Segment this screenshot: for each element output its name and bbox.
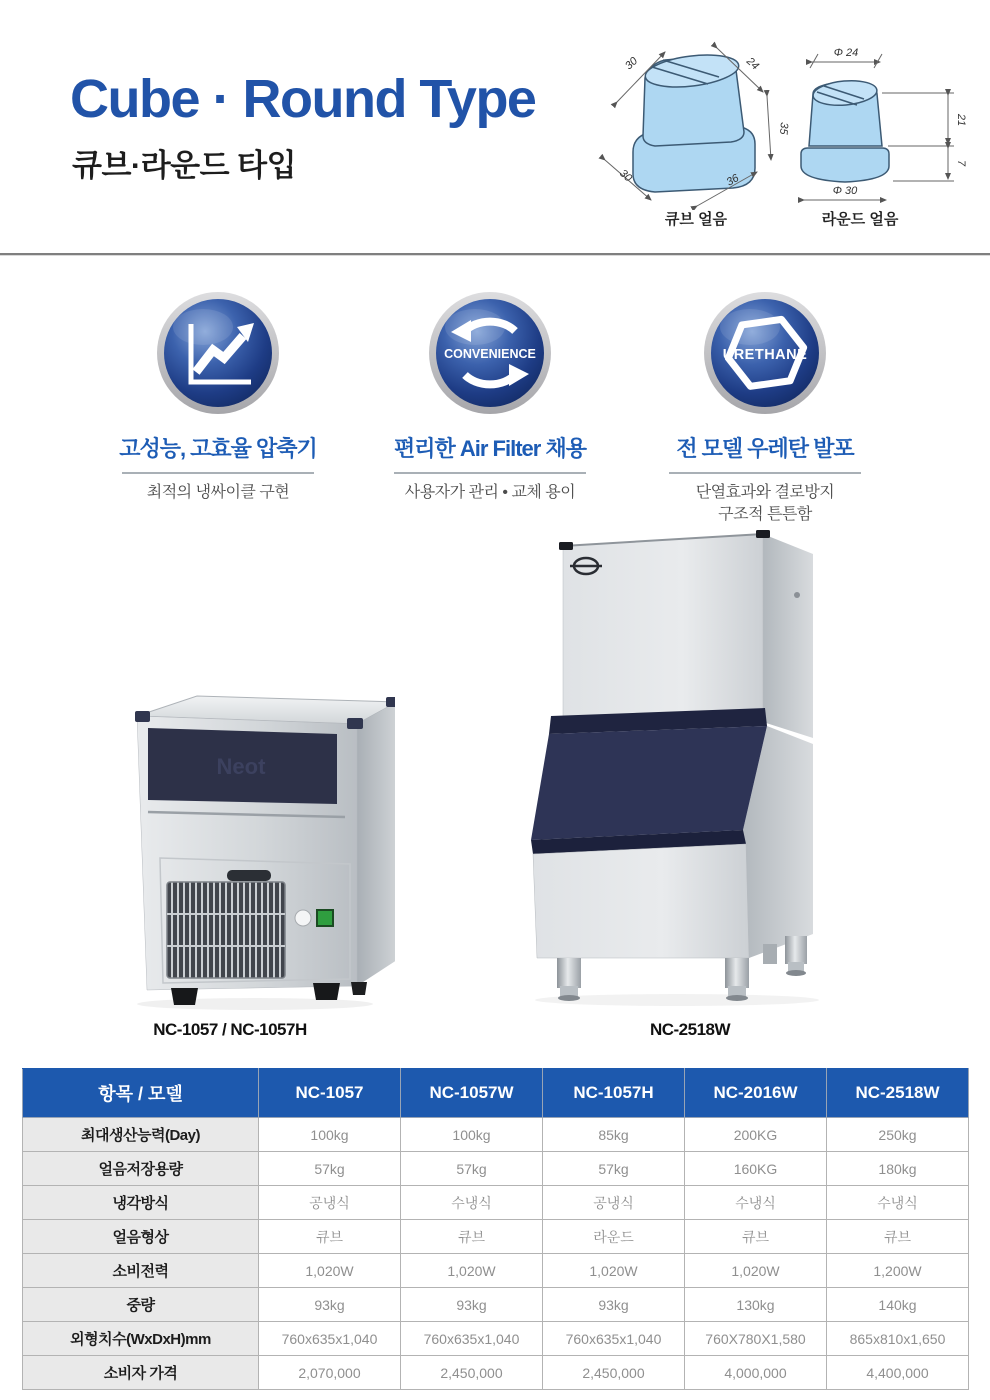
spec-cell: 760X780X1,580: [685, 1322, 827, 1356]
dim-label: 36: [724, 172, 742, 189]
spec-cell: 760x635x1,040: [401, 1322, 543, 1356]
spec-cell: 2,450,000: [401, 1356, 543, 1390]
spec-cell: 760x635x1,040: [543, 1322, 685, 1356]
spec-cell: 1,020W: [401, 1254, 543, 1288]
table-row: [23, 1254, 969, 1288]
spec-cell: 250kg: [827, 1118, 969, 1152]
cube-ice-label: 큐브 얼음: [664, 211, 728, 228]
spec-header-model: NC-1057W: [401, 1069, 543, 1118]
spec-row-label: 소비자 가격: [23, 1356, 259, 1390]
page-title: Cube · Round Type: [70, 69, 536, 129]
spec-cell: 160KG: [685, 1152, 827, 1186]
feature-title: 편리한 Air Filter 채용: [394, 436, 586, 461]
spec-row-label: 최대생산능력(Day): [23, 1118, 259, 1152]
feature-desc: 최적의 냉싸이클 구현: [146, 484, 290, 501]
dim-label: 7: [955, 159, 967, 167]
spec-cell: 1,200W: [827, 1254, 969, 1288]
spec-cell: 큐브: [401, 1220, 543, 1254]
feature-divider: [669, 472, 861, 474]
spec-cell: 수냉식: [827, 1186, 969, 1220]
spec-cell: 760x635x1,040: [259, 1322, 401, 1356]
cube-ice-diagram: [593, 40, 800, 210]
feature-desc: 사용자가 관리 • 교체 용이: [404, 484, 576, 501]
bin-door[interactable]: [531, 726, 767, 840]
table-row: [23, 1322, 969, 1356]
spec-cell: 180kg: [827, 1152, 969, 1186]
spec-cell: 공냉식: [259, 1186, 401, 1220]
indicator-light: [295, 910, 311, 926]
feature-title: 고성능, 고효율 압축기: [119, 436, 317, 461]
spec-row-label: 얼음저장용량: [23, 1152, 259, 1186]
spec-cell: 2,070,000: [259, 1356, 401, 1390]
icon-text: URETHANE: [722, 347, 808, 363]
round-ice-diagram: [798, 42, 983, 208]
spec-header-model: NC-2016W: [685, 1069, 827, 1118]
spec-header-model: NC-1057H: [543, 1069, 685, 1118]
spec-cell: 수냉식: [401, 1186, 543, 1220]
feature-desc: 단열효과와 결로방지: [695, 484, 835, 501]
spec-header-model: NC-2518W: [827, 1069, 969, 1118]
spec-cell: 큐브: [685, 1220, 827, 1254]
spec-cell: 140kg: [827, 1288, 969, 1322]
section-divider: [0, 253, 990, 256]
product-image-nc2518w: [527, 530, 819, 1008]
product-model-label: NC-1057 / NC-1057H: [153, 1020, 307, 1039]
spec-cell: 865x810x1,650: [827, 1322, 969, 1356]
spec-cell: 100kg: [259, 1118, 401, 1152]
spec-cell: 57kg: [401, 1152, 543, 1186]
ventilation-grille: [167, 882, 285, 978]
feature-desc-line2: 구조적 튼튼함: [718, 505, 812, 523]
feature-title: 전 모델 우레탄 발포: [676, 436, 854, 461]
feature-urethane: [635, 290, 895, 525]
spec-cell: 1,020W: [259, 1254, 401, 1288]
table-row: [23, 1356, 969, 1390]
spec-row-label: 소비전력: [23, 1254, 259, 1288]
dim-label: 21: [955, 113, 967, 127]
product-model-label: NC-2518W: [649, 1020, 731, 1039]
feature-divider: [394, 472, 586, 474]
table-row: [23, 1152, 969, 1186]
feature-air-filter: [360, 290, 620, 504]
page-subtitle: 큐브·라운드 타입: [72, 148, 297, 183]
spec-cell: 큐브: [827, 1220, 969, 1254]
feature-compressor: [88, 290, 348, 504]
spec-cell: 4,400,000: [827, 1356, 969, 1390]
hexagon-icon: [702, 290, 828, 416]
dim-label: 30: [622, 55, 641, 73]
spec-row-label: 중량: [23, 1288, 259, 1322]
spec-table: [22, 1068, 969, 1390]
spec-table-body: [23, 1118, 969, 1390]
spec-cell: 수냉식: [685, 1186, 827, 1220]
table-row: [23, 1220, 969, 1254]
spec-cell: 라운드: [543, 1220, 685, 1254]
spec-cell: 85kg: [543, 1118, 685, 1152]
spec-header-model: NC-1057: [259, 1069, 401, 1118]
spec-cell: 93kg: [259, 1288, 401, 1322]
spec-cell: 100kg: [401, 1118, 543, 1152]
spec-table-head: [23, 1069, 969, 1118]
spec-cell: 57kg: [259, 1152, 401, 1186]
dim-label: 24: [743, 55, 762, 73]
dim-label: Φ 24: [833, 47, 859, 59]
spec-cell: 57kg: [543, 1152, 685, 1186]
spec-row-label: 얼음형상: [23, 1220, 259, 1254]
spec-cell: 93kg: [401, 1288, 543, 1322]
spec-cell: 93kg: [543, 1288, 685, 1322]
table-row: [23, 1118, 969, 1152]
feature-divider: [122, 472, 314, 474]
spec-cell: 1,020W: [685, 1254, 827, 1288]
circular-arrows-icon: [427, 290, 553, 416]
dim-label: 30: [616, 167, 635, 185]
spec-cell: 1,020W: [543, 1254, 685, 1288]
spec-cell: 130kg: [685, 1288, 827, 1322]
icon-text: CONVENIENCE: [444, 347, 536, 361]
product-image-nc1057: [135, 690, 395, 1010]
drain-handle: [227, 870, 271, 881]
spec-row-label: 외형치수(WxDxH)mm: [23, 1322, 259, 1356]
spec-cell: 2,450,000: [543, 1356, 685, 1390]
table-row: [23, 1288, 969, 1322]
dim-label: Φ 30: [832, 185, 858, 197]
spec-header-items-models: 항목 / 모델: [23, 1069, 259, 1118]
brand-logo: Neot: [216, 754, 266, 779]
spec-cell: 공냉식: [543, 1186, 685, 1220]
spec-cell: 200KG: [685, 1118, 827, 1152]
power-button[interactable]: [317, 910, 333, 926]
trend-chart-icon: [155, 290, 281, 416]
spec-row-label: 냉각방식: [23, 1186, 259, 1220]
spec-cell: 큐브: [259, 1220, 401, 1254]
spec-cell: 4,000,000: [685, 1356, 827, 1390]
dim-label: 35: [776, 121, 790, 135]
round-ice-label: 라운드 얼음: [821, 211, 899, 228]
table-row: [23, 1186, 969, 1220]
